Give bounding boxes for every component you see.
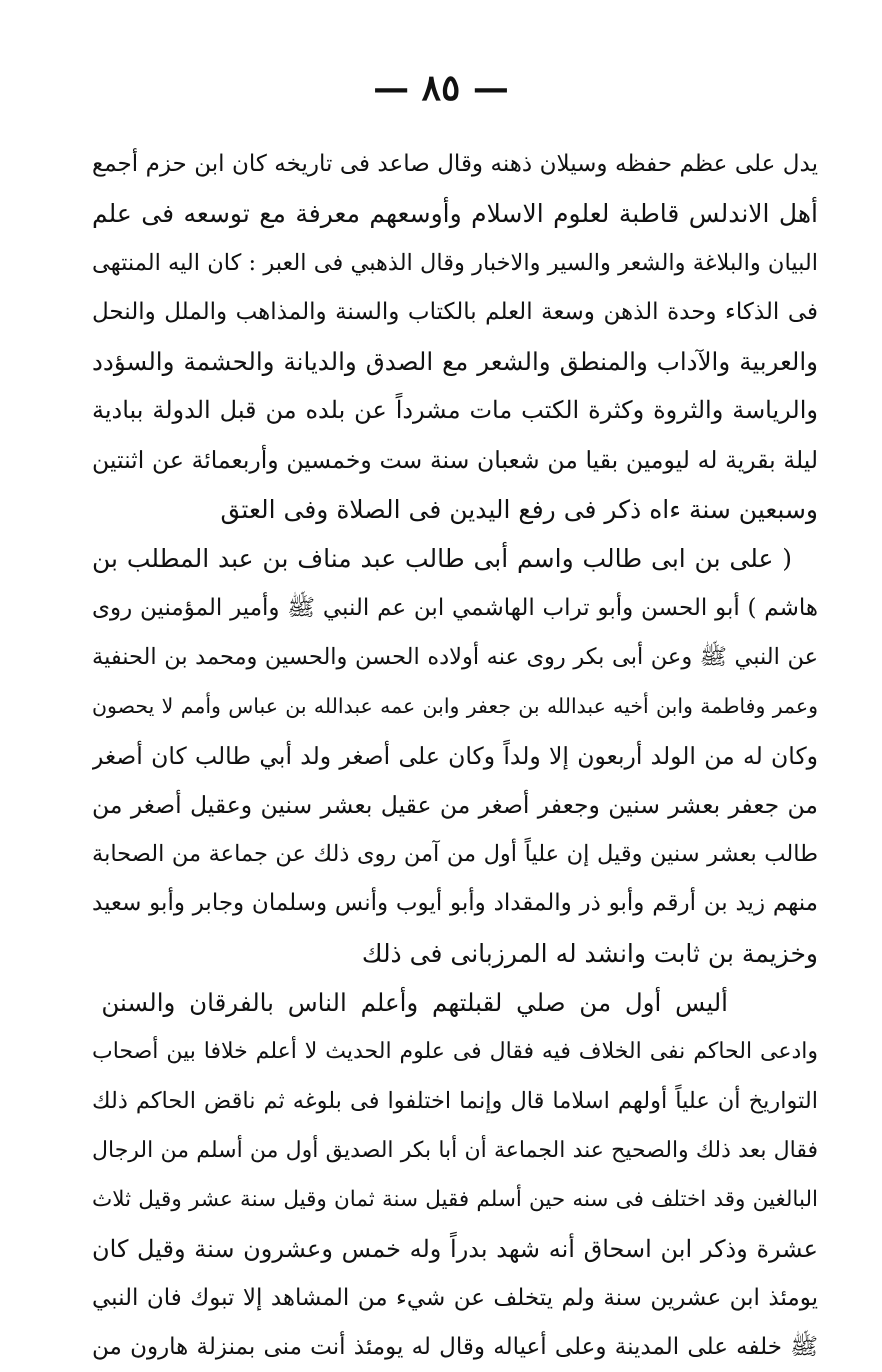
text-line: من جعفر بعشر سنين وجعفر أصغر من عقيل بعشر سنين وعقيل أصغر من (92, 790, 818, 819)
text-line: وادعى الحاكم نفى الخلاف فيه فقال فى علوم الحديث لا أعلم خلافا بين أصحاب (92, 1039, 818, 1065)
text-line: ليلة بقرية له ليومين بقيا من شعبان سنة ست وخمسين وأربعمائة عن اثنتين (92, 445, 818, 474)
text-line: ﷺ خلفه على المدينة وعلى أعياله وقال له يومئذ أنت منى بمنزلة هارون من (92, 1334, 818, 1361)
text-line: وخزيمة بن ثابت وانشد له المرزبانى فى ذلك (361, 938, 818, 968)
entry-heading-line: ( على بن ابى طالب واسم أبى طالب عبد مناف بن عبد المطلب بن (92, 544, 792, 574)
text-line: منهم زيد بن أرقم وأبو ذر والمقداد وأبو أيوب وأنس وسلمان وجابر وأبو سعيد (92, 890, 818, 917)
verse-line: أليس أول من صلي لقبلتهم وأعلم الناس بالفرقان والسنن (101, 988, 728, 1018)
text-line: فقال بعد ذلك والصحيح عند الجماعة أن أبا بكر الصديق أول من أسلم من الرجال (92, 1137, 818, 1163)
text-line: والعربية والآداب والمنطق والشعر مع الصدق والديانة والحشمة والسؤدد (92, 347, 818, 377)
text-line: طالب بعشر سنين وقيل إن علياً أول من آمن روى ذلك عن جماعة من الصحابة (92, 841, 818, 868)
page-number: — ٨٥ — (373, 67, 509, 109)
text-line: البالغين وقد اختلف فى سنه حين أسلم فقيل سنة ثمان وقيل سنة عشر وقيل ثلاث (92, 1187, 818, 1213)
page-body (92, 140, 818, 1372)
text-line: البيان والبلاغة والشعر والسير والاخبار وقال الذهبي فى العبر : كان اليه المنتهى (92, 249, 818, 276)
text-line: وسبعين سنة ءاه ذكر فى رفع اليدين فى الصلاة وفى العتق (220, 495, 818, 525)
text-line: عن النبي ﷺ وعن أبى بكر روى عنه أولاده الحسن والحسين ومحمد بن الحنفية (92, 643, 818, 670)
text-line: وعمر وفاطمة وابن أخيه عبدالله بن جعفر وابن عمه عبدالله بن عباس وأمم لا يحصون (92, 694, 818, 719)
text-line: هاشم ) أبو الحسن وأبو تراب الهاشمي ابن عم النبي ﷺ وأمير المؤمنين روى (92, 594, 818, 621)
text-line: أهل الاندلس قاطبة لعلوم الاسلام وأوسعهم معرفة مع توسعه فى علم (92, 199, 818, 229)
text-line: والرياسة والثروة وكثرة الكتب مات مشرداً عن بلده من قبل الدولة ببادية (92, 396, 818, 425)
text-line: يدل على عظم حفظه وسيلان ذهنه وقال صاعد فى تاريخه كان ابن حزم أجمع (92, 151, 818, 177)
text-line: التواريخ أن علياً أولهم اسلاما قال وإنما اختلفوا فى بلوغه ثم ناقض الحاكم ذلك (92, 1087, 818, 1114)
text-line: عشرة وذكر ابن اسحاق أنه شهد بدراً وله خمس وعشرون سنة وقيل كان (92, 1234, 818, 1263)
text-line: يومئذ ابن عشرين سنة ولم يتخلف عن شيء من المشاهد إلا تبوك فان النبي (92, 1284, 818, 1311)
text-line: فى الذكاء وحدة الذهن وسعة العلم بالكتاب والسنة والمذاهب والملل والنحل (92, 298, 818, 325)
text-line: وكان له من الولد أربعون إلا ولداً وكان على أصغر ولد أبي طالب كان أصغر (92, 741, 818, 770)
